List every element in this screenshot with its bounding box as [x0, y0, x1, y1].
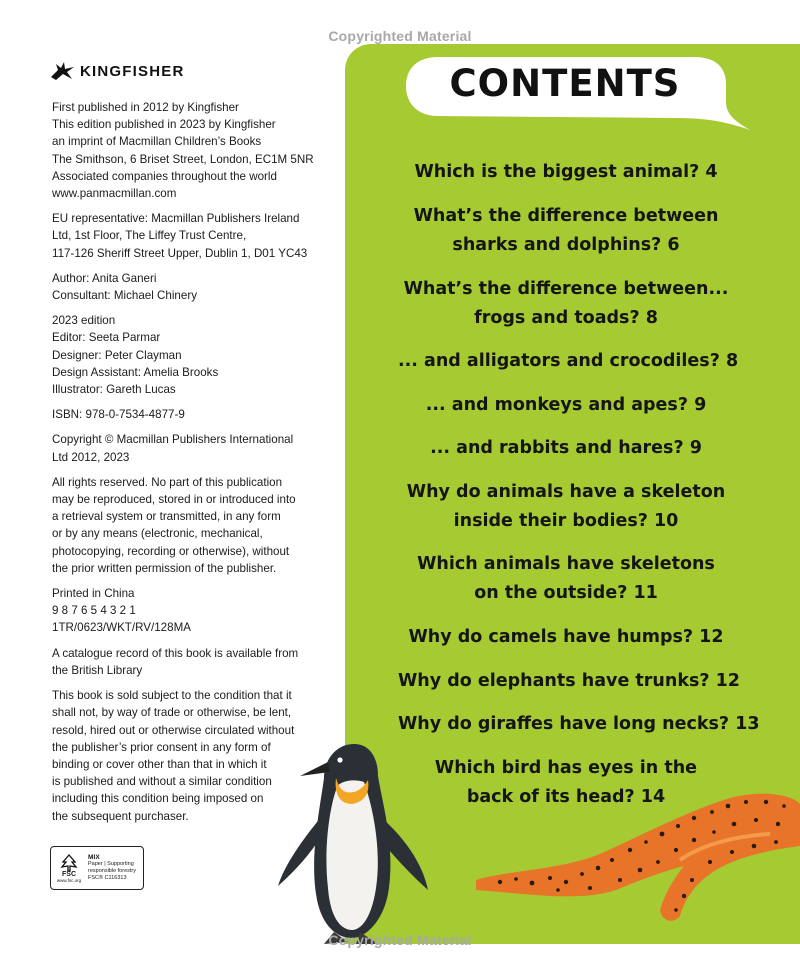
- imprint-line: Editor: Seeta Parmar: [52, 331, 161, 345]
- imprint-line: Printed in China: [52, 587, 135, 601]
- imprint-line: 1TR/0623/WKT/RV/128MA: [52, 621, 191, 635]
- toc-entry: [398, 434, 734, 463]
- imprint-line: the subsequent purchaser.: [52, 809, 189, 823]
- imprint-line: Ltd, 1st Floor, The Liffey Trust Centre,: [52, 229, 247, 243]
- imprint-line: a retrieval system or transmitted, in any form: [52, 510, 281, 524]
- imprint-line: Copyright © Macmillan Publishers International: [52, 433, 294, 447]
- toc-entry: [398, 202, 734, 260]
- imprint-line: may be reproduced, stored in or introduced into: [52, 493, 296, 507]
- imprint-line: 117-126 Sheriff Street Upper, Dublin 1, D01 YC43: [52, 246, 308, 260]
- imprint-paragraph: [52, 406, 314, 423]
- toc-entry-line: ... and monkeys and apes? 9: [425, 395, 707, 415]
- imprint-line: Consultant: Michael Chinery: [52, 289, 197, 303]
- copyright-watermark-bottom: Copyrighted Material: [328, 932, 472, 948]
- imprint-line: photocopying, recording or otherwise), without: [52, 544, 290, 558]
- toc-entry-line: Why do animals have a skeleton: [406, 482, 726, 502]
- imprint-line: Design Assistant: Amelia Brooks: [52, 365, 219, 379]
- imprint-paragraph: [52, 474, 314, 577]
- imprint-line: First published in 2012 by Kingfisher: [52, 101, 239, 114]
- toc-entry-line: What’s the difference between: [413, 206, 719, 226]
- fsc-tree-logo: [54, 848, 84, 888]
- toc-entry-line: Why do elephants have trunks? 12: [398, 671, 740, 691]
- toc-entry-line: Which is the biggest animal? 4: [414, 162, 718, 182]
- toc-entry-line: Why do camels have humps? 12: [408, 627, 724, 647]
- fsc-text: [88, 855, 136, 881]
- imprint-line: or by any means (electronic, mechanical,: [52, 527, 263, 541]
- imprint-line: binding or cover other than that in which it: [52, 757, 267, 771]
- imprint-line: Designer: Peter Clayman: [52, 348, 182, 362]
- toc-entry-line: Why do giraffes have long necks? 13: [398, 714, 760, 734]
- fsc-line2: responsible forestry: [88, 868, 136, 874]
- imprint-line: www.panmacmillan.com: [52, 187, 177, 201]
- imprint-paragraph: [52, 210, 314, 262]
- toc-entry-line: back of its head? 14: [466, 787, 666, 807]
- imprint-line: including this condition being imposed on: [52, 792, 264, 806]
- imprint-paragraph: [52, 312, 314, 398]
- toc-entry-line: on the outside? 11: [474, 583, 658, 603]
- spotted-creature-illustration: [470, 790, 800, 930]
- kingfisher-bird-icon: [50, 60, 76, 82]
- imprint-paragraph: [52, 431, 314, 465]
- toc-entry-line: frogs and toads? 8: [474, 308, 658, 328]
- toc-entry-line: Which animals have skeletons: [417, 554, 715, 574]
- imprint-line: This book is sold subject to the condition that it: [52, 689, 292, 703]
- toc-entry: [398, 275, 734, 333]
- contents-heading: CONTENTS: [449, 62, 681, 105]
- fsc-logo-label: FSC: [62, 870, 76, 878]
- fsc-mix: MIX: [88, 853, 100, 861]
- toc-entry-line: What’s the difference between...: [403, 279, 729, 299]
- imprint-line: 9 8 7 6 5 4 3 2 1: [52, 604, 136, 618]
- imprint-paragraph: [52, 585, 314, 637]
- imprint-line: EU representative: Macmillan Publishers Ireland: [52, 212, 300, 226]
- imprint-line: ISBN: 978-0-7534-4877-9: [52, 408, 185, 422]
- imprint-paragraph: [52, 270, 314, 304]
- toc-entry: [398, 347, 739, 376]
- fsc-code: FSC® C116313: [88, 874, 127, 881]
- imprint-line: Ltd 2012, 2023: [52, 450, 130, 464]
- toc-entry-line: ... and rabbits and hares? 9: [430, 438, 702, 458]
- imprint-line: 2023 edition: [52, 314, 116, 328]
- toc-entry: [398, 710, 760, 739]
- toc-entry: [398, 667, 740, 696]
- toc-entry-line: sharks and dolphins? 6: [452, 235, 680, 255]
- publisher-name: KINGFISHER: [80, 62, 185, 80]
- imprint-line: the publisher’s prior consent in any form of: [52, 740, 271, 754]
- imprint-line: resold, hired out or otherwise circulated without: [52, 723, 295, 737]
- imprint-line: A catalogue record of this book is available from: [52, 646, 299, 660]
- imprint-line: The Smithson, 6 Briset Street, London, EC1M 5NR: [52, 152, 314, 166]
- toc-entry-line: Which bird has eyes in the: [434, 758, 698, 778]
- imprint-paragraph: [52, 99, 314, 202]
- toc-entry: [398, 478, 734, 536]
- fsc-url: www.fsc.org: [56, 877, 82, 883]
- imprint-page-text: [52, 99, 314, 833]
- imprint-line: the prior written permission of the publisher.: [52, 561, 277, 575]
- penguin-illustration: [270, 738, 445, 948]
- toc-entry-line: ... and alligators and crocodiles? 8: [398, 351, 739, 371]
- fsc-line1: Paper | Supporting: [88, 861, 134, 868]
- imprint-line: Author: Anita Ganeri: [52, 271, 157, 285]
- fsc-tree-icon: [60, 854, 78, 872]
- toc-entry: [398, 158, 734, 187]
- imprint-line: Illustrator: Gareth Lucas: [52, 383, 176, 397]
- imprint-line: All rights reserved. No part of this publication: [52, 475, 283, 489]
- copyright-watermark-top: Copyrighted Material: [328, 28, 472, 44]
- imprint-line: an imprint of Macmillan Children’s Books: [52, 135, 262, 149]
- toc-entry-line: inside their bodies? 10: [453, 511, 679, 531]
- toc-entry: [398, 623, 734, 652]
- kingfisher-logo: [50, 60, 185, 82]
- imprint-line: This edition published in 2023 by Kingfisher: [52, 118, 276, 132]
- fsc-badge: [50, 846, 144, 890]
- toc-entry: [398, 550, 734, 608]
- imprint-line: the British Library: [52, 663, 143, 677]
- imprint-line: Associated companies throughout the world: [52, 169, 277, 183]
- imprint-paragraph: [52, 645, 314, 679]
- imprint-line: shall not, by way of trade or otherwise, be lent,: [52, 706, 292, 720]
- imprint-line: is published and without a similar condition: [52, 775, 272, 789]
- toc-entry: [398, 391, 734, 420]
